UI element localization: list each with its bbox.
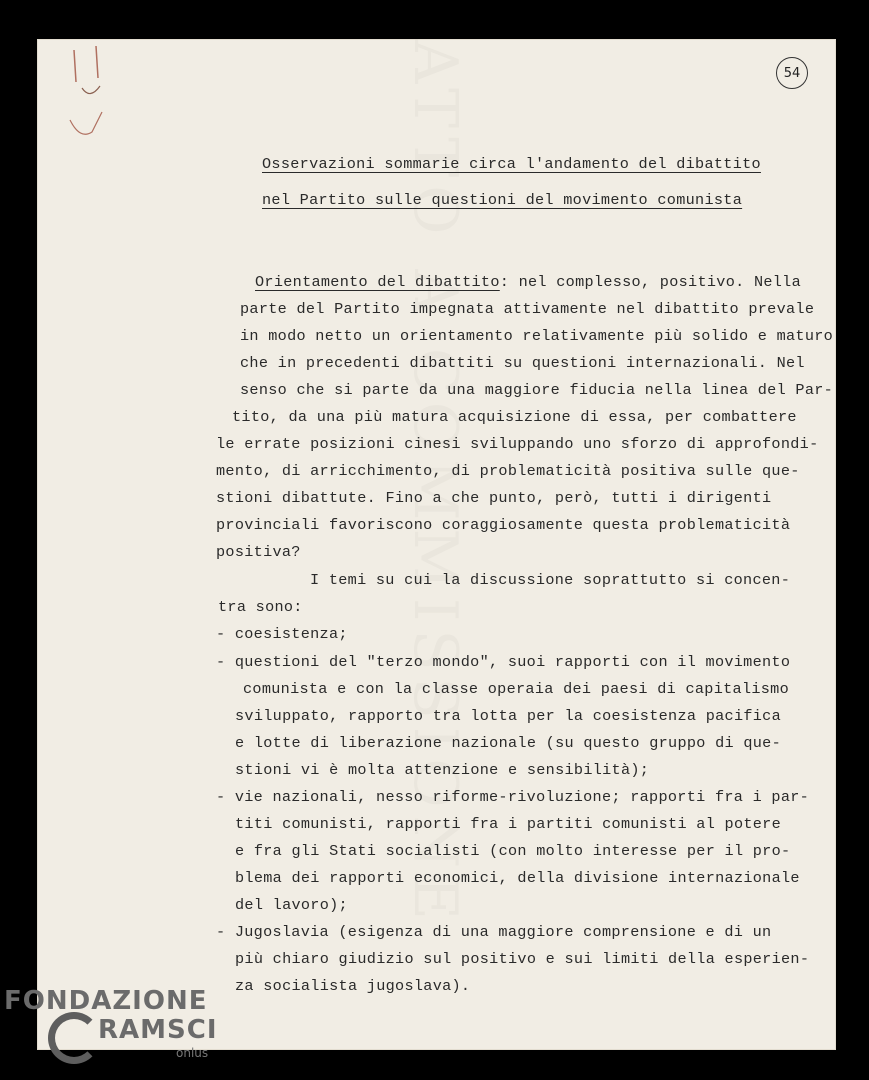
list-item-terzo-mondo-line-5: stioni vi è molta attenzione e sensibilità); — [235, 761, 650, 779]
paragraph-2-line-2: tra sono: — [218, 598, 303, 616]
list-item-vie-nazionali-line-2: titi comunisti, rapporti fra i partiti comunisti al potere — [235, 815, 782, 833]
list-item-coesistenza: - coesistenza; — [216, 625, 348, 643]
paragraph-1-line-7: le errate posizioni cinesi sviluppando uno sforzo di approfondi- — [216, 435, 819, 453]
paragraph-1-line-11: positiva? — [216, 543, 301, 561]
paragraph-1-line-2: parte del Partito impegnata attivamente nel dibattito prevale — [240, 300, 815, 318]
paragraph-1-line-5: senso che si parte da una maggiore fiducia nella linea del Par- — [240, 381, 834, 399]
paragraph-1-line-3: in modo netto un orientamento relativamente più solido e maturo — [240, 327, 834, 345]
watermark-line-2: RAMSCI — [98, 1015, 218, 1045]
watermark-line-3: onlus — [176, 1046, 209, 1060]
bleed-through-text: ATTO A COMMISSIONE — [400, 40, 470, 928]
list-item-jugoslavia-line-3: za socialista jugoslava). — [235, 977, 471, 995]
list-item-vie-nazionali-line-5: del lavoro); — [235, 896, 348, 914]
paragraph-1-line-1: Orientamento del dibattito: nel complesso, positivo. Nella — [255, 273, 802, 291]
list-item-vie-nazionali-line-4: blema dei rapporti economici, della divisione internazionale — [235, 869, 800, 887]
pencil-marks — [60, 42, 130, 152]
list-item-terzo-mondo-line-2: comunista e con la classe operaia dei paesi di capitalismo — [243, 680, 790, 698]
fondazione-gramsci-watermark — [0, 984, 230, 1074]
list-item-terzo-mondo-line-1: - questioni del "terzo mondo", suoi rapporti con il movimento — [216, 653, 791, 671]
list-item-jugoslavia-line-2: più chiaro giudizio sul positivo e sui limiti della esperien- — [235, 950, 810, 968]
paragraph-1-line-4: che in precedenti dibattiti su questioni internazionali. Nel — [240, 354, 805, 372]
document-title-line-2: nel Partito sulle questioni del movimento comunista — [262, 191, 743, 209]
page-number: 54 — [776, 57, 808, 89]
paragraph-1-line-8: mento, di arricchimento, di problematicità positiva sulle que- — [216, 462, 800, 480]
list-item-terzo-mondo-line-4: e lotte di liberazione nazionale (su questo gruppo di que- — [235, 734, 782, 752]
paragraph-1-line-6: tito, da una più matura acquisizione di essa, per combattere — [232, 408, 797, 426]
section-heading: Orientamento del dibattito — [255, 273, 500, 291]
list-item-terzo-mondo-line-3: sviluppato, rapporto tra lotta per la coesistenza pacifica — [235, 707, 782, 725]
gramsci-g-logo-icon — [48, 1012, 100, 1064]
document-title-line-1: Osservazioni sommarie circa l'andamento del dibattito — [262, 155, 761, 173]
paragraph-1-line-10: provinciali favoriscono coraggiosamente questa problematicità — [216, 516, 791, 534]
list-item-vie-nazionali-line-3: e fra gli Stati socialisti (con molto interesse per il pro- — [235, 842, 791, 860]
paragraph-1-line-9: stioni dibattute. Fino a che punto, però, tutti i dirigenti — [216, 489, 772, 507]
list-item-vie-nazionali-line-1: - vie nazionali, nesso riforme-rivoluzione; rapporti fra i par- — [216, 788, 810, 806]
watermark-line-1: FONDAZIONE — [4, 986, 208, 1016]
list-item-jugoslavia-line-1: - Jugoslavia (esigenza di una maggiore comprensione e di un — [216, 923, 772, 941]
paragraph-2-line-1: I temi su cui la discussione soprattutto si concen- — [310, 571, 791, 589]
